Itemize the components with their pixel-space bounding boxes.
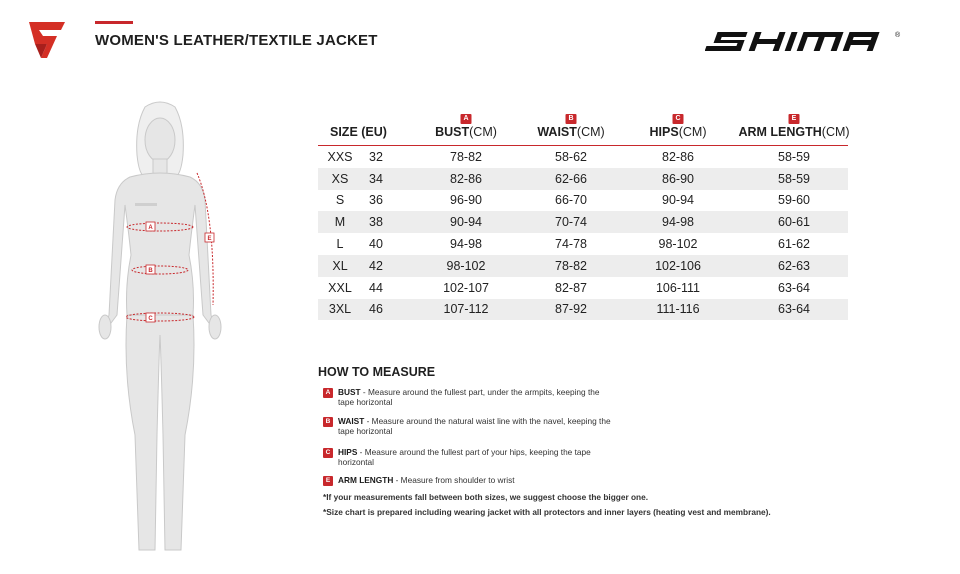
cell-hips: 111-116 <box>656 302 700 317</box>
cell-eu: 32 <box>369 149 383 164</box>
cell-waist: 82-87 <box>555 280 587 295</box>
table-row <box>318 211 848 233</box>
cell-arm: 58-59 <box>778 171 810 186</box>
table-row <box>318 299 848 321</box>
cell-waist: 62-66 <box>555 171 587 186</box>
svg-text:B: B <box>148 268 153 274</box>
measure-item-bust: A BUST - Measure around the fullest part, under the armpits, keeping the tape horizontal <box>323 387 613 407</box>
note-protectors: *Size chart is prepared including wearing jacket with all protectors and inner layers (heating vest and membrane). <box>323 507 771 517</box>
title-accent-line <box>95 21 133 24</box>
table-row <box>318 190 848 212</box>
cell-waist: 66-70 <box>555 193 587 208</box>
female-figure-illustration <box>85 95 235 560</box>
badge-b: B <box>323 417 333 427</box>
cell-eu: 36 <box>369 193 383 208</box>
cell-hips: 102-106 <box>655 258 701 273</box>
how-to-measure-heading: HOW TO MEASURE <box>318 365 436 379</box>
cell-eu: 42 <box>369 258 383 273</box>
badge-a: A <box>323 388 333 398</box>
table-row <box>318 168 848 190</box>
cell-eu: 46 <box>369 302 383 317</box>
cell-bust: 94-98 <box>450 237 482 252</box>
measure-item-waist: B WAIST - Measure around the natural waist line with the navel, keeping the tape horizontal <box>323 416 613 436</box>
header-size: SIZE (EU) <box>330 125 387 139</box>
cell-bust: 96-90 <box>450 193 482 208</box>
cell-bust: 90-94 <box>450 215 482 230</box>
table-row <box>318 146 848 168</box>
table-header <box>318 112 848 146</box>
badge-b: B <box>566 114 577 124</box>
badge-c: C <box>673 114 684 124</box>
table-row <box>318 277 848 299</box>
cell-hips: 94-98 <box>662 215 694 230</box>
cell-hips: 106-111 <box>655 280 701 295</box>
cell-waist: 87-92 <box>555 302 587 317</box>
cell-eu: 34 <box>369 171 383 186</box>
cell-eu: 44 <box>369 280 383 295</box>
badge-e: E <box>789 114 800 124</box>
note-between-sizes: *If your measurements fall between both sizes, we suggest choose the bigger one. <box>323 492 649 502</box>
cell-arm: 60-61 <box>778 215 810 230</box>
cell-waist: 74-78 <box>555 237 587 252</box>
cell-eu: 38 <box>369 215 383 230</box>
cell-arm: 63-64 <box>778 302 810 317</box>
cell-bust: 78-82 <box>450 149 482 164</box>
cell-hips: 98-102 <box>658 237 698 252</box>
badge-e: E <box>323 476 333 486</box>
cell-size: 3XL <box>328 302 352 317</box>
cell-bust: 102-107 <box>443 280 489 295</box>
cell-waist: 78-82 <box>555 258 587 273</box>
svg-text:A: A <box>148 225 153 231</box>
cell-size: L <box>336 237 344 252</box>
cell-bust: 107-112 <box>443 302 489 317</box>
cell-bust: 98-102 <box>446 258 486 273</box>
table-row <box>318 233 848 255</box>
header-arm-length: ARM LENGTH(CM) <box>738 125 850 139</box>
cell-size: XS <box>331 171 349 186</box>
cell-arm: 63-64 <box>778 280 810 295</box>
cell-bust: 82-86 <box>450 171 482 186</box>
badge-c: C <box>323 448 333 458</box>
shima-brand-logo <box>705 28 905 54</box>
table-row <box>318 255 848 277</box>
svg-text:E: E <box>207 236 212 242</box>
header-waist: WAIST(CM) <box>537 125 605 139</box>
measure-item-arm-length: E ARM LENGTH - Measure from shoulder to wrist <box>323 475 613 485</box>
cell-size: XXS <box>327 149 353 164</box>
cell-arm: 61-62 <box>778 237 810 252</box>
cell-arm: 59-60 <box>778 193 810 208</box>
cell-eu: 40 <box>369 237 383 252</box>
cell-waist: 58-62 <box>555 149 587 164</box>
header-bust: BUST(CM) <box>435 125 497 139</box>
size-chart-table <box>318 112 848 320</box>
badge-a: A <box>461 114 472 124</box>
cell-arm: 62-63 <box>778 258 810 273</box>
page-title: WOMEN'S LEATHER/TEXTILE JACKET <box>95 32 378 49</box>
shima-logo-icon <box>27 20 67 60</box>
svg-text:C: C <box>148 316 153 322</box>
registered-mark: ® <box>895 32 901 39</box>
header-hips: HIPS(CM) <box>649 125 707 139</box>
cell-hips: 82-86 <box>662 149 694 164</box>
cell-hips: 86-90 <box>662 171 694 186</box>
cell-waist: 70-74 <box>555 215 587 230</box>
cell-size: XL <box>332 258 348 273</box>
cell-size: XXL <box>328 280 352 295</box>
cell-arm: 58-59 <box>778 149 810 164</box>
cell-hips: 90-94 <box>662 193 694 208</box>
cell-size: M <box>334 215 346 230</box>
cell-size: S <box>335 193 345 208</box>
measure-item-hips: C HIPS - Measure around the fullest part of your hips, keeping the tape horizontal <box>323 447 613 467</box>
